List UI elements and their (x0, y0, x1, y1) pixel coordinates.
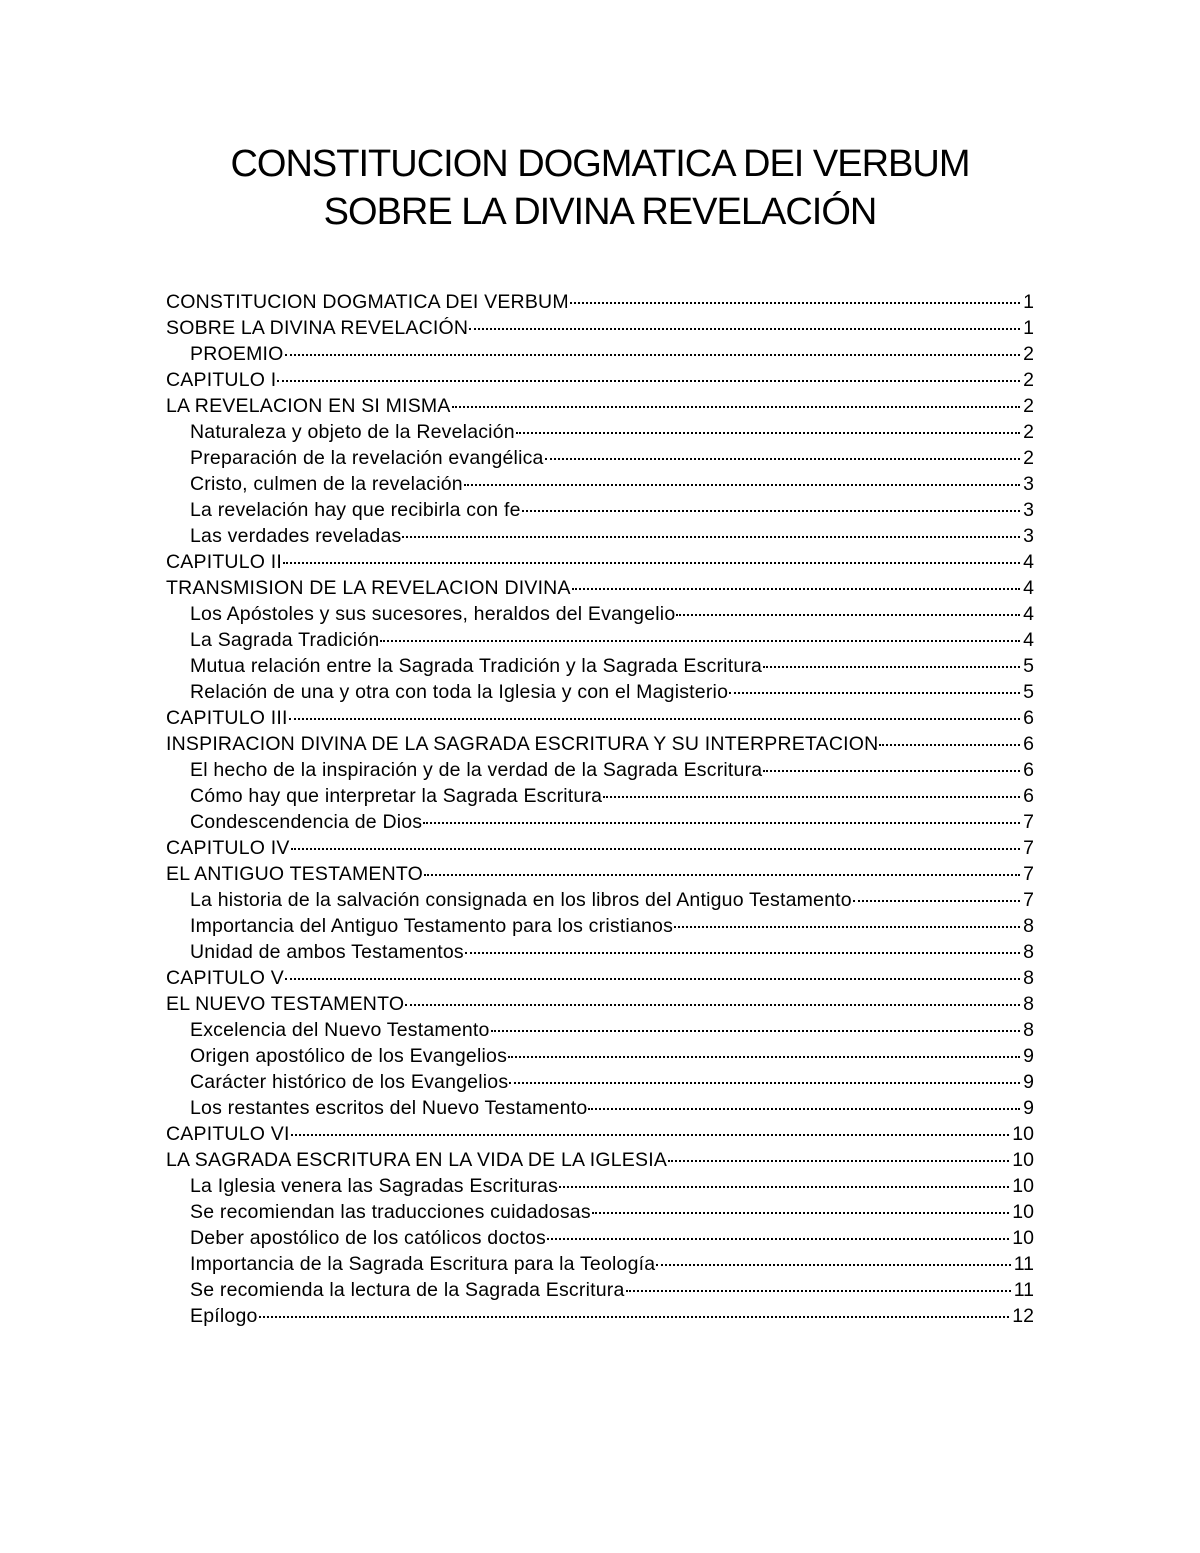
toc-entry[interactable] (166, 991, 1034, 1017)
toc-dot-leader (879, 744, 1020, 746)
toc-dot-leader (572, 588, 1020, 590)
title-line-1: CONSTITUCION DOGMATICA DEI VERBUM (230, 143, 970, 185)
toc-dot-leader (380, 640, 1020, 642)
toc-entry-label: CAPITULO V (166, 967, 284, 989)
toc-entry-label: CAPITULO IV (166, 837, 290, 859)
toc-entry[interactable] (166, 445, 1034, 471)
toc-entry-label: CAPITULO II (166, 551, 282, 573)
toc-dot-leader (763, 770, 1020, 772)
toc-entry[interactable] (166, 315, 1034, 341)
toc-dot-leader (559, 1186, 1009, 1188)
title-line-2: SOBRE LA DIVINA REVELACIÓN (323, 191, 877, 233)
toc-entry[interactable] (166, 419, 1034, 445)
toc-entry-page-number: 3 (1023, 499, 1034, 521)
toc-entry-page-number: 1 (1023, 317, 1034, 339)
toc-entry[interactable] (166, 731, 1034, 757)
toc-entry-label: EL ANTIGUO TESTAMENTO (166, 863, 424, 885)
toc-entry-page-number: 8 (1023, 915, 1034, 937)
toc-entry[interactable] (166, 367, 1034, 393)
toc-entry-label: Los Apóstoles y sus sucesores, heraldos del Evangelio (190, 603, 676, 625)
toc-entry-page-number: 7 (1023, 837, 1034, 859)
toc-dot-leader (289, 718, 1021, 720)
toc-entry-page-number: 8 (1023, 993, 1034, 1015)
toc-dot-leader (729, 692, 1020, 694)
toc-dot-leader (626, 1290, 1011, 1292)
toc-entry-label: LA SAGRADA ESCRITURA EN LA VIDA DE LA IGLESIA (166, 1149, 668, 1171)
toc-entry[interactable] (166, 809, 1034, 835)
toc-entry-page-number: 6 (1023, 707, 1034, 729)
toc-dot-leader (547, 1238, 1009, 1240)
toc-entry-label: La Iglesia venera las Sagradas Escrituras (190, 1175, 559, 1197)
toc-entry[interactable] (166, 1225, 1034, 1251)
toc-dot-leader (763, 666, 1020, 668)
toc-entry-label: Los restantes escritos del Nuevo Testamento (190, 1097, 588, 1119)
toc-entry-page-number: 6 (1023, 733, 1034, 755)
toc-dot-leader (545, 458, 1021, 460)
toc-entry-label: CAPITULO I (166, 369, 277, 391)
toc-entry[interactable] (166, 471, 1034, 497)
document-title (0, 140, 1200, 236)
toc-entry-label: SOBRE LA DIVINA REVELACIÓN (166, 317, 469, 339)
toc-entry-label: LA REVELACION EN SI MISMA (166, 395, 451, 417)
toc-entry-page-number: 4 (1023, 577, 1034, 599)
toc-dot-leader (285, 354, 1021, 356)
toc-entry-page-number: 8 (1023, 967, 1034, 989)
toc-entry-page-number: 2 (1023, 343, 1034, 365)
toc-entry[interactable] (166, 549, 1034, 575)
toc-entry-page-number: 4 (1023, 629, 1034, 651)
toc-entry-label: Se recomienda la lectura de la Sagrada Escritura (190, 1279, 625, 1301)
toc-entry-page-number: 8 (1023, 1019, 1034, 1041)
toc-entry-label: El hecho de la inspiración y de la verdad de la Sagrada Escritura (190, 759, 763, 781)
toc-entry[interactable] (166, 1121, 1034, 1147)
toc-dot-leader (402, 536, 1020, 538)
toc-entry[interactable] (166, 1095, 1034, 1121)
toc-dot-leader (405, 1004, 1020, 1006)
toc-entry[interactable] (166, 497, 1034, 523)
toc-entry-label: Carácter histórico de los Evangelios (190, 1071, 509, 1093)
toc-entry-label: Las verdades reveladas (190, 525, 402, 547)
toc-entry-page-number: 11 (1013, 1253, 1034, 1275)
toc-entry-label: Condescendencia de Dios (190, 811, 423, 833)
toc-entry[interactable] (166, 887, 1034, 913)
toc-entry[interactable] (166, 1043, 1034, 1069)
toc-entry[interactable] (166, 601, 1034, 627)
toc-entry-page-number: 5 (1023, 655, 1034, 677)
toc-entry[interactable] (166, 757, 1034, 783)
toc-entry-label: Epílogo (190, 1305, 258, 1327)
toc-entry-label: La historia de la salvación consignada en los libros del Antiguo Testamento (190, 889, 852, 911)
toc-entry-label: Mutua relación entre la Sagrada Tradición y la Sagrada Escritura (190, 655, 763, 677)
toc-entry-label: Preparación de la revelación evangélica (190, 447, 544, 469)
toc-dot-leader (508, 1056, 1020, 1058)
toc-entry[interactable] (166, 1303, 1034, 1329)
toc-entry-page-number: 4 (1023, 603, 1034, 625)
toc-entry-page-number: 10 (1012, 1227, 1034, 1249)
toc-entry[interactable] (166, 1069, 1034, 1095)
toc-entry[interactable] (166, 1147, 1034, 1173)
toc-entry-label: Relación de una y otra con toda la Iglesia y con el Magisterio (190, 681, 729, 703)
toc-entry-page-number: 3 (1023, 525, 1034, 547)
toc-entry-page-number: 6 (1023, 785, 1034, 807)
toc-entry[interactable] (166, 1251, 1034, 1277)
toc-entry[interactable] (166, 653, 1034, 679)
toc-dot-leader (656, 1264, 1010, 1266)
toc-entry-page-number: 10 (1012, 1175, 1034, 1197)
toc-entry-page-number: 2 (1023, 395, 1034, 417)
toc-dot-leader (674, 926, 1020, 928)
toc-dot-leader (285, 978, 1020, 980)
toc-entry-label: CONSTITUCION DOGMATICA DEI VERBUM (166, 291, 569, 313)
toc-dot-leader (283, 562, 1020, 564)
toc-entry-page-number: 3 (1023, 473, 1034, 495)
toc-dot-leader (469, 328, 1020, 330)
toc-entry-page-number: 7 (1023, 863, 1034, 885)
toc-dot-leader (676, 614, 1020, 616)
toc-entry[interactable] (166, 861, 1034, 887)
toc-dot-leader (491, 1030, 1021, 1032)
toc-entry-label: Se recomiendan las traducciones cuidadosas (190, 1201, 591, 1223)
toc-dot-leader (424, 874, 1020, 876)
toc-dot-leader (465, 952, 1020, 954)
toc-entry[interactable] (166, 1173, 1034, 1199)
toc-entry-label: La revelación hay que recibirla con fe (190, 499, 521, 521)
toc-entry[interactable] (166, 1277, 1034, 1303)
toc-entry-label: Importancia del Antiguo Testamento para los cristianos (190, 915, 674, 937)
toc-dot-leader (588, 1108, 1020, 1110)
toc-entry-page-number: 2 (1023, 421, 1034, 443)
toc-entry[interactable] (166, 679, 1034, 705)
toc-entry[interactable] (166, 783, 1034, 809)
toc-dot-leader (592, 1212, 1009, 1214)
toc-entry[interactable] (166, 341, 1034, 367)
toc-entry[interactable] (166, 939, 1034, 965)
toc-entry-label: Importancia de la Sagrada Escritura para la Teología (190, 1253, 656, 1275)
toc-entry-label: EL NUEVO TESTAMENTO (166, 993, 405, 1015)
toc-entry-label: Cristo, culmen de la revelación (190, 473, 463, 495)
toc-entry-label: TRANSMISION DE LA REVELACION DIVINA (166, 577, 571, 599)
toc-entry-page-number: 4 (1023, 551, 1034, 573)
toc-entry-page-number: 8 (1023, 941, 1034, 963)
toc-entry-label: Cómo hay que interpretar la Sagrada Escritura (190, 785, 603, 807)
toc-entry-label: INSPIRACION DIVINA DE LA SAGRADA ESCRITURA Y SU INTERPRETACION (166, 733, 879, 755)
toc-dot-leader (423, 822, 1020, 824)
toc-entry-label: La Sagrada Tradición (190, 629, 380, 651)
toc-dot-leader (452, 406, 1021, 408)
toc-dot-leader (509, 1082, 1020, 1084)
toc-entry-page-number: 7 (1023, 811, 1034, 833)
toc-entry-label: Origen apostólico de los Evangelios (190, 1045, 508, 1067)
toc-entry-label: CAPITULO VI (166, 1123, 290, 1145)
toc-dot-leader (516, 432, 1020, 434)
toc-entry-label: Unidad de ambos Testamentos (190, 941, 464, 963)
toc-dot-leader (464, 484, 1020, 486)
toc-dot-leader (291, 1134, 1010, 1136)
toc-entry-page-number: 9 (1023, 1045, 1034, 1067)
toc-entry-page-number: 2 (1023, 447, 1034, 469)
toc-entry[interactable] (166, 393, 1034, 419)
toc-entry[interactable] (166, 705, 1034, 731)
toc-dot-leader (259, 1316, 1010, 1318)
toc-dot-leader (291, 848, 1021, 850)
toc-entry-label: CAPITULO III (166, 707, 288, 729)
table-of-contents (166, 289, 1034, 1329)
toc-entry[interactable] (166, 627, 1034, 653)
toc-entry-page-number: 6 (1023, 759, 1034, 781)
toc-entry[interactable] (166, 1017, 1034, 1043)
toc-entry-page-number: 11 (1013, 1279, 1034, 1301)
toc-entry[interactable] (166, 913, 1034, 939)
toc-entry-page-number: 10 (1012, 1201, 1034, 1223)
toc-entry-label: Excelencia del Nuevo Testamento (190, 1019, 490, 1041)
toc-entry[interactable] (166, 965, 1034, 991)
toc-dot-leader (603, 796, 1020, 798)
toc-entry[interactable] (166, 289, 1034, 315)
toc-dot-leader (668, 1160, 1009, 1162)
toc-entry-page-number: 7 (1023, 889, 1034, 911)
toc-entry-page-number: 9 (1023, 1071, 1034, 1093)
toc-dot-leader (277, 380, 1020, 382)
toc-dot-leader (570, 302, 1020, 304)
toc-dot-leader (522, 510, 1021, 512)
toc-entry[interactable] (166, 575, 1034, 601)
toc-entry-label: Naturaleza y objeto de la Revelación (190, 421, 515, 443)
toc-entry[interactable] (166, 1199, 1034, 1225)
toc-entry[interactable] (166, 835, 1034, 861)
toc-entry-page-number: 10 (1012, 1123, 1034, 1145)
toc-entry-label: PROEMIO (190, 343, 284, 365)
toc-entry-page-number: 5 (1023, 681, 1034, 703)
toc-entry-page-number: 12 (1012, 1305, 1034, 1327)
toc-entry-page-number: 1 (1023, 291, 1034, 313)
toc-entry-page-number: 9 (1023, 1097, 1034, 1119)
toc-entry[interactable] (166, 523, 1034, 549)
toc-entry-label: Deber apostólico de los católicos doctos (190, 1227, 546, 1249)
toc-entry-page-number: 10 (1012, 1149, 1034, 1171)
toc-entry-page-number: 2 (1023, 369, 1034, 391)
toc-dot-leader (853, 900, 1020, 902)
